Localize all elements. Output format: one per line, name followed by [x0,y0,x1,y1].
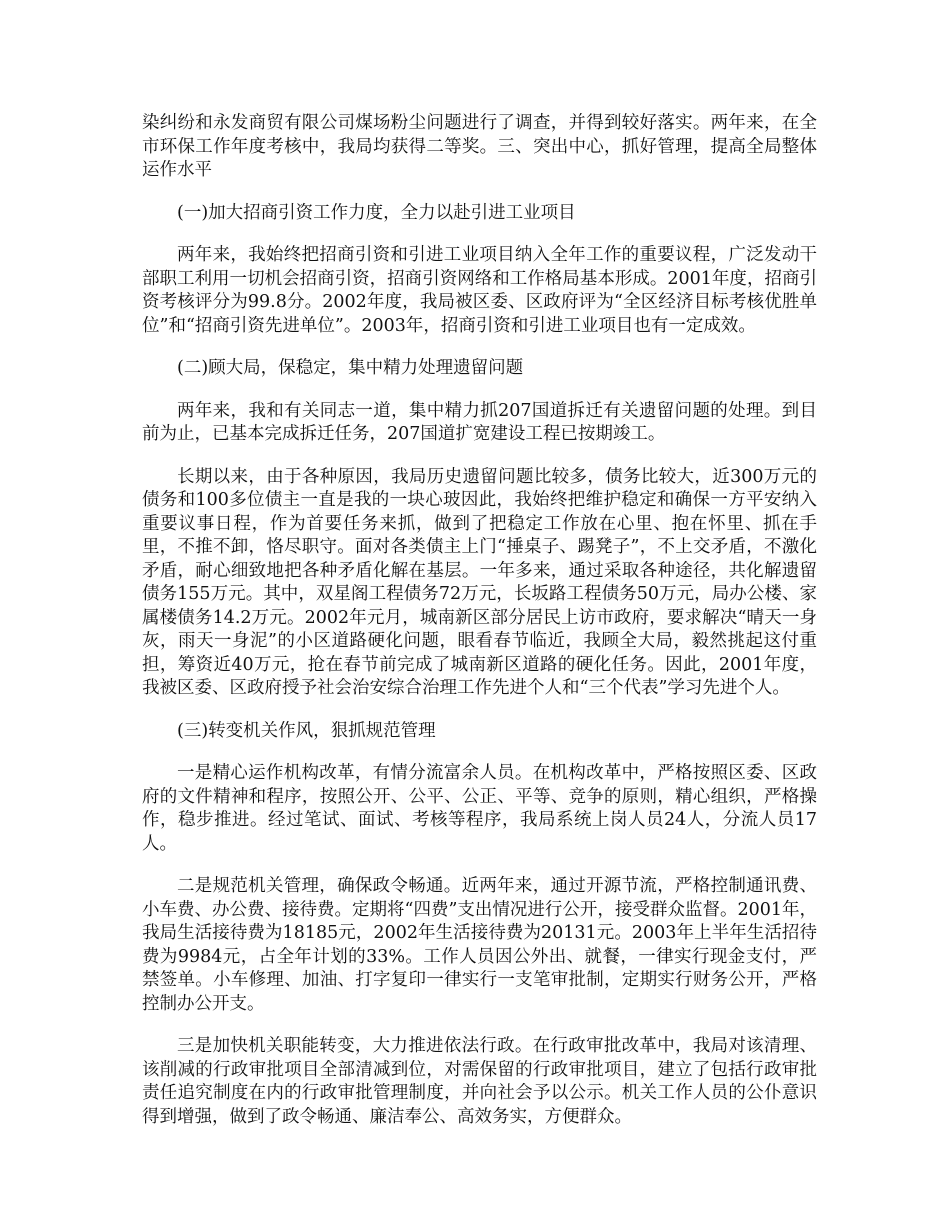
paragraph-continuation: 染纠纷和永发商贸有限公司煤场粉尘问题进行了调查，并得到较好落实。两年来，在全市环保工作年度考核中，我局均获得二等奖。三、突出中心，抓好管理，提高全局整体运作水平 [142,113,817,180]
section-heading-investment: (一)加大招商引资工作力度，全力以赴引进工业项目 [177,202,576,223]
paragraph-administrative-approval: 三是加快机关职能转变，大力推进依法行政。在行政审批改革中，我局对该清理、该削减的行政审批项目全部清减到位，对需保留的行政审批项目，建立了包括行政审批责任追究制度在内的行政审批管理制度，并向社会予以公示。机关工作人员的公仆意识得到增强，做到了政令畅通、廉洁奉公、高效务实，方便群众。 [142,1036,817,1127]
paragraph-legacy-debts: 长期以来，由于各种原因，我局历史遗留问题比较多，债务比较大，近300万元的债务和100多位债主一直是我的一块心玻因此，我始终把维护稳定和确保一方平安纳入重要议事日程，作为首要任务来抓，做到了把稳定工作放在心里、抱在怀里、抓在手里，不推不卸，恪尽职守。面对各类债主上门“捶桌子、踢凳子”，不上交矛盾，不激化矛盾，耐心细致地把各种矛盾化解在基层。一年多来，通过采取各种途径，共化解遗留债务155万元。其中，双星阁工程债务72万元，长坂路工程债务50万元，局办公楼、家属楼债务14.2万元。2002年元月，城南新区部分居民上访市政府，要求解决“晴天一身灰，雨天一身泥”的小区道路硬化问题，眼看春节临近，我顾全大局，毅然挑起这付重担，筹资近40万元，抢在春节前完成了城南新区道路的硬化任务。因此，2001年度，我被区委、区政府授予社会治安综合治理工作先进个人和“三个代表”学习先进个人。 [142,466,817,698]
document-page [142,112,817,1148]
paragraph-office-management: 二是规范机关管理，确保政令畅通。近两年来，通过开源节流，严格控制通讯费、小车费、办公费、接待费。定期将“四费”支出情况进行公开，接受群众监督。2001年，我局生活接待费为18185元，2002年生活接待费为20131元。2003年上半年生活招待费为9984元，占全年计划的33%。工作人员因公外出、就餐，一律实行现金支付，严禁签单。小车修理、加油、打字复印一律实行一支笔审批制，定期实行财务公开，严格控制办公开支。 [142,876,817,1014]
paragraph-investment: 两年来，我始终把招商引资和引进工业项目纳入全年工作的重要议程，广泛发动干部职工利用一切机会招商引资，招商引资网络和工作格局基本形成。2001年度，招商引资考核评分为99.8分。2002年度，我局被区委、区政府评为“全区经济目标考核优胜单位”和“招商引资先进单位”。2003年，招商引资和引进工业项目也有一定成效。 [142,245,817,336]
paragraph-institutional-reform: 一是精心运作机构改革，有情分流富余人员。在机构改革中，严格按照区委、区政府的文件精神和程序，按照公开、公平、公正、平等、竞争的原则，精心组织，严格操作，稳步推进。经过笔试、面试、考核等程序，我局系统上岗人员24人，分流人员17人。 [142,763,817,854]
section-heading-management: (三)转变机关作风，狠抓规范管理 [177,720,436,741]
section-heading-stability: (二)顾大局，保稳定，集中精力处理遗留问题 [177,358,524,378]
paragraph-road-demolition: 两年来，我和有关同志一道，集中精力抓207国道拆迁有关遗留问题的处理。到目前为止，已基本完成拆迁任务，207国道扩宽建设工程已按期竣工。 [142,400,817,444]
